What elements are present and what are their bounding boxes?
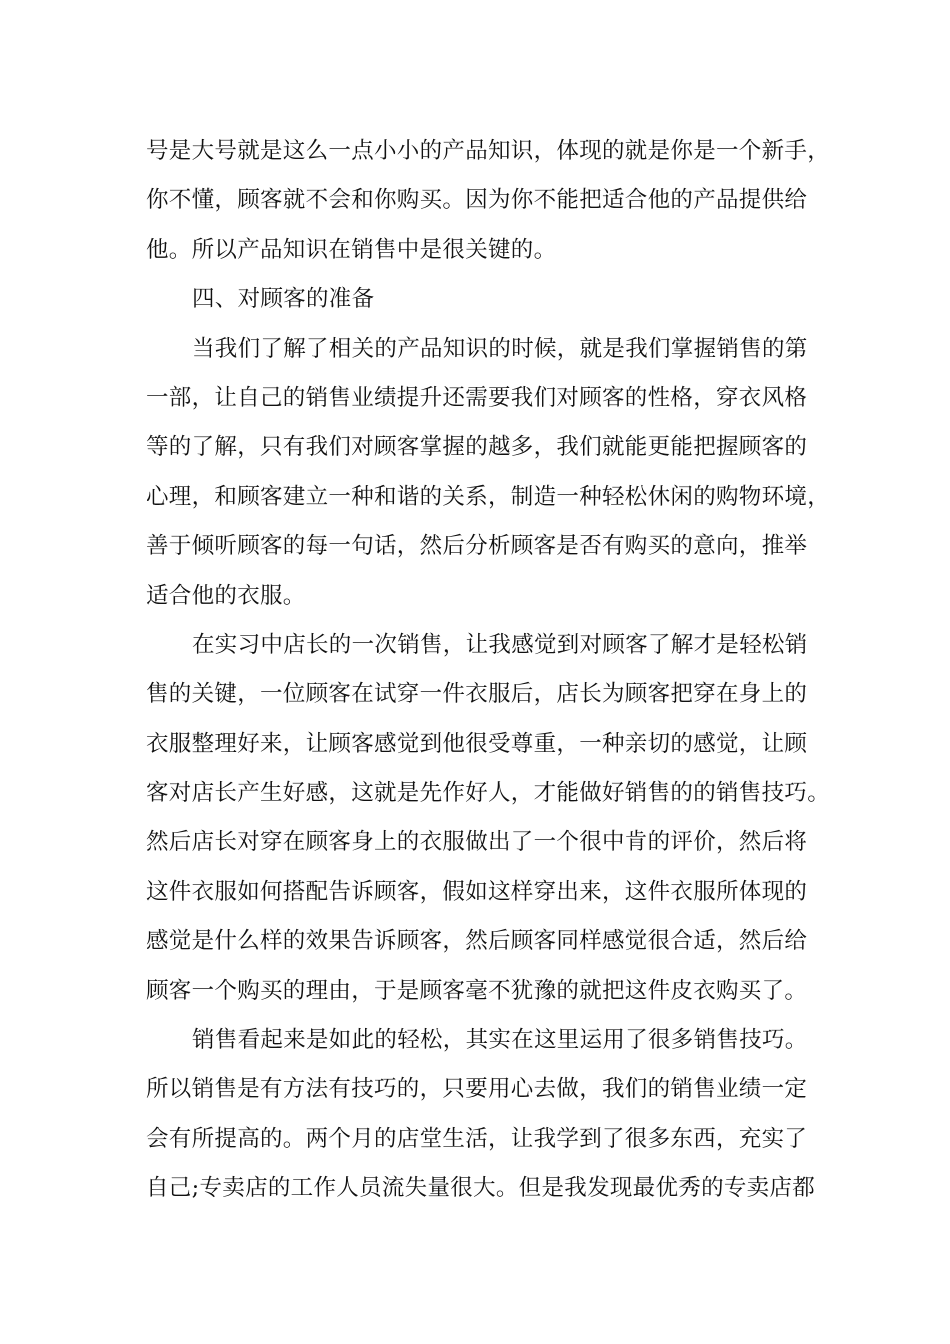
text-line-15: 然后店长对穿在顾客身上的衣服做出了一个很中肯的评价，然后将 xyxy=(146,829,808,856)
text-line-20: 所以销售是有方法有技巧的，只要用心去做，我们的销售业绩一定 xyxy=(146,1076,808,1103)
text-line-21: 会有所提高的。两个月的店堂生活，让我学到了很多东西，充实了 xyxy=(146,1125,808,1152)
text-line-19: 销售看起来是如此的轻松，其实在这里运用了很多销售技巧。 xyxy=(192,1027,808,1054)
text-line-5: 当我们了解了相关的产品知识的时候，就是我们掌握销售的第 xyxy=(192,335,808,362)
text-line-3: 他。所以产品知识在销售中是很关键的。 xyxy=(146,236,557,263)
text-line-9: 善于倾听顾客的每一句话，然后分析顾客是否有购买的意向，推举 xyxy=(146,533,808,560)
text-line-10: 适合他的衣服。 xyxy=(146,582,306,609)
text-line-14: 客对店长产生好感，这就是先作好人，才能做好销售的的销售技巧。 xyxy=(146,780,831,807)
text-line-12: 售的关键，一位顾客在试穿一件衣服后，店长为顾客把穿在身上的 xyxy=(146,681,808,708)
text-line-18: 顾客一个购买的理由，于是顾客毫不犹豫的就把这件皮衣购买了。 xyxy=(146,977,808,1004)
text-line-7: 等的了解，只有我们对顾客掌握的越多，我们就能更能把握顾客的 xyxy=(146,434,808,461)
text-line-6: 一部，让自己的销售业绩提升还需要我们对顾客的性格，穿衣风格 xyxy=(146,384,808,411)
text-line-17: 感觉是什么样的效果告诉顾客，然后顾客同样感觉很合适，然后给 xyxy=(146,928,808,955)
text-line-2: 你不懂，顾客就不会和你购买。因为你不能把适合他的产品提供给 xyxy=(146,187,808,214)
text-line-16: 这件衣服如何搭配告诉顾客，假如这样穿出来，这件衣服所体现的 xyxy=(146,878,808,905)
section-heading: 四、对顾客的准备 xyxy=(192,286,375,313)
text-line-13: 衣服整理好来，让顾客感觉到他很受尊重，一种亲切的感觉，让顾 xyxy=(146,730,808,757)
text-line-11: 在实习中店长的一次销售，让我感觉到对顾客了解才是轻松销 xyxy=(192,631,808,658)
text-line-8: 心理，和顾客建立一种和谐的关系，制造一种轻松休闲的购物环境， xyxy=(146,483,831,510)
text-line-22: 自己;专卖店的工作人员流失量很大。但是我发现最优秀的专卖店都 xyxy=(146,1175,816,1202)
document-body xyxy=(146,127,831,1214)
text-line-1: 号是大号就是这么一点小小的产品知识，体现的就是你是一个新手， xyxy=(146,138,831,164)
